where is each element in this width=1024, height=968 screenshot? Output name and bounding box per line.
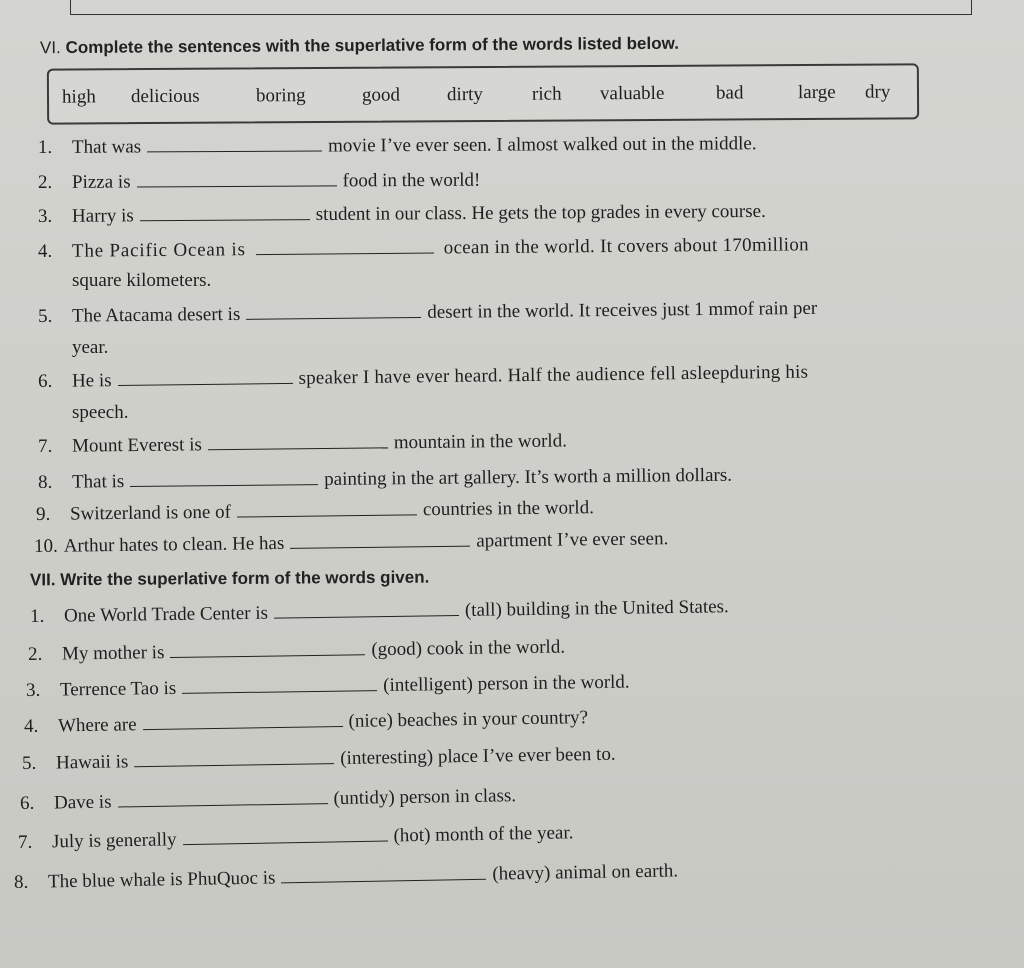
exercise-item — [38, 198, 766, 228]
exercise-item — [14, 857, 678, 894]
item-text-before: That was — [71, 136, 142, 158]
item-text-after: (nice) beaches in your country? — [348, 707, 589, 732]
exercise-item — [30, 593, 729, 628]
item-number: 3. — [37, 205, 53, 227]
item-number: 4. — [37, 240, 53, 262]
item-text-before: He is — [71, 370, 112, 392]
section-6-title: Complete the sentences with the superlative form of the words listed below. — [65, 33, 679, 58]
exercise-item — [36, 494, 594, 526]
exercise-item — [28, 634, 565, 666]
word-bank-item: boring — [255, 85, 306, 107]
item-text-after: student in our class. He gets the top grades in every course. — [315, 200, 766, 226]
item-number: 8. — [37, 471, 53, 493]
exercise-item — [38, 462, 732, 494]
exercise-item — [34, 525, 669, 558]
section-6-heading — [40, 34, 679, 58]
item-text-before: My mother is — [61, 642, 165, 665]
word-bank-item: high — [61, 86, 96, 108]
item-number: 9. — [35, 503, 51, 525]
item-text-after: painting in the art gallery. It’s worth a million dollars. — [324, 464, 733, 491]
answer-blank[interactable] — [117, 785, 327, 807]
item-text-before: Harry is — [71, 205, 134, 227]
item-number: 2. — [37, 171, 53, 193]
exercise-item — [38, 427, 567, 458]
item-text-after: speaker I have ever heard. Half the audience fell asleepduring his — [298, 361, 809, 389]
item-continuation: year. — [72, 337, 109, 358]
answer-blank[interactable] — [137, 167, 337, 187]
item-number: 1. — [37, 136, 53, 158]
answer-blank[interactable] — [130, 466, 318, 487]
answer-blank[interactable] — [140, 201, 310, 221]
item-text-before: That is — [71, 471, 125, 493]
item-text-after: mountain in the world. — [393, 430, 568, 454]
item-text-after: desert in the world. It receives just 1 mmof rain per — [427, 297, 818, 323]
item-text-after: (heavy) animal on earth. — [492, 860, 679, 885]
item-number: 7. — [17, 831, 33, 853]
item-text-after: movie I’ve ever seen. I almost walked out in the middle. — [328, 133, 757, 157]
item-number: 6. — [19, 792, 35, 814]
exercise-item — [26, 669, 630, 702]
word-bank — [47, 63, 919, 124]
item-number: 2. — [27, 643, 43, 665]
item-text-after: (interesting) place I’ve ever been to. — [340, 743, 616, 769]
exercise-item — [38, 295, 817, 328]
answer-blank[interactable] — [246, 299, 421, 320]
word-bank-item: rich — [531, 83, 562, 105]
item-text-before: Mount Everest is — [71, 434, 202, 457]
item-text-before: One World Trade Center is — [63, 602, 269, 627]
item-text-before: Dave is — [53, 791, 112, 814]
item-continuation: square kilometers. — [72, 270, 212, 291]
item-number: 7. — [37, 435, 53, 457]
item-number: 10. — [33, 535, 58, 557]
item-text-after: countries in the world. — [422, 497, 595, 521]
item-text-before: The Pacific Ocean is — [71, 239, 246, 262]
item-number: 8. — [13, 871, 29, 893]
answer-blank[interactable] — [170, 636, 365, 658]
answer-blank[interactable] — [142, 708, 342, 730]
item-text-after: (intelligent) person in the world. — [383, 671, 630, 697]
section-6-roman: VI. — [39, 38, 61, 58]
item-text-before: Where are — [57, 714, 137, 737]
item-continuation: speech. — [72, 402, 129, 423]
exercise-item — [38, 231, 809, 263]
exercise-item — [18, 819, 574, 854]
answer-blank[interactable] — [281, 861, 486, 884]
exercise-item — [38, 167, 480, 194]
word-bank-item: delicious — [130, 85, 200, 108]
item-text-before: Arthur hates to clean. He has — [63, 532, 285, 557]
section-7-title: Write the superlative form of the words given. — [60, 567, 430, 590]
answer-blank[interactable] — [134, 745, 334, 767]
word-bank-item: bad — [715, 82, 744, 104]
item-text-after: (hot) month of the year. — [393, 822, 574, 847]
item-text-before: July is generally — [51, 829, 177, 853]
top-border — [70, 0, 972, 15]
answer-blank[interactable] — [237, 496, 417, 517]
section-7-roman: VII. — [29, 570, 56, 590]
item-text-after: (untidy) person in class. — [333, 785, 517, 810]
item-number: 5. — [37, 305, 53, 327]
word-bank-item: dry — [864, 81, 891, 103]
item-text-after: ocean in the world. It covers about 170million — [443, 234, 810, 259]
answer-blank[interactable] — [117, 365, 292, 386]
word-bank-item: dirty — [446, 84, 483, 106]
section-7-heading — [30, 568, 429, 591]
item-text-before: Pizza is — [71, 171, 131, 193]
exercise-item — [20, 782, 516, 815]
item-number: 4. — [23, 715, 39, 737]
item-number: 1. — [29, 605, 45, 627]
answer-blank[interactable] — [208, 429, 388, 450]
answer-blank[interactable] — [274, 597, 459, 619]
answer-blank[interactable] — [256, 235, 434, 256]
item-number: 3. — [25, 679, 41, 701]
exercise-item — [22, 741, 616, 775]
item-text-before: The blue whale is PhuQuoc is — [47, 867, 276, 893]
word-bank-item: valuable — [599, 82, 665, 105]
item-text-before: Terrence Tao is — [59, 677, 177, 701]
answer-blank[interactable] — [147, 133, 322, 153]
item-text-before: The Atacama desert is — [71, 303, 241, 327]
item-text-before: Switzerland is one of — [69, 501, 232, 525]
item-text-after: (tall) building in the United States. — [464, 596, 729, 621]
exercise-item — [38, 359, 808, 393]
item-text-after: (good) cook in the world. — [371, 636, 566, 661]
item-text-after: food in the world! — [342, 169, 481, 192]
exercise-item — [38, 130, 757, 159]
word-bank-item: large — [797, 81, 836, 104]
answer-blank[interactable] — [290, 528, 470, 549]
exercise-item — [24, 704, 588, 738]
answer-blank[interactable] — [182, 672, 377, 694]
item-text-before: Hawaii is — [55, 751, 129, 774]
item-number: 6. — [37, 370, 53, 392]
item-text-after: apartment I’ve ever seen. — [476, 528, 669, 552]
item-number: 5. — [21, 752, 37, 774]
word-bank-item: good — [361, 84, 401, 106]
answer-blank[interactable] — [182, 823, 387, 846]
